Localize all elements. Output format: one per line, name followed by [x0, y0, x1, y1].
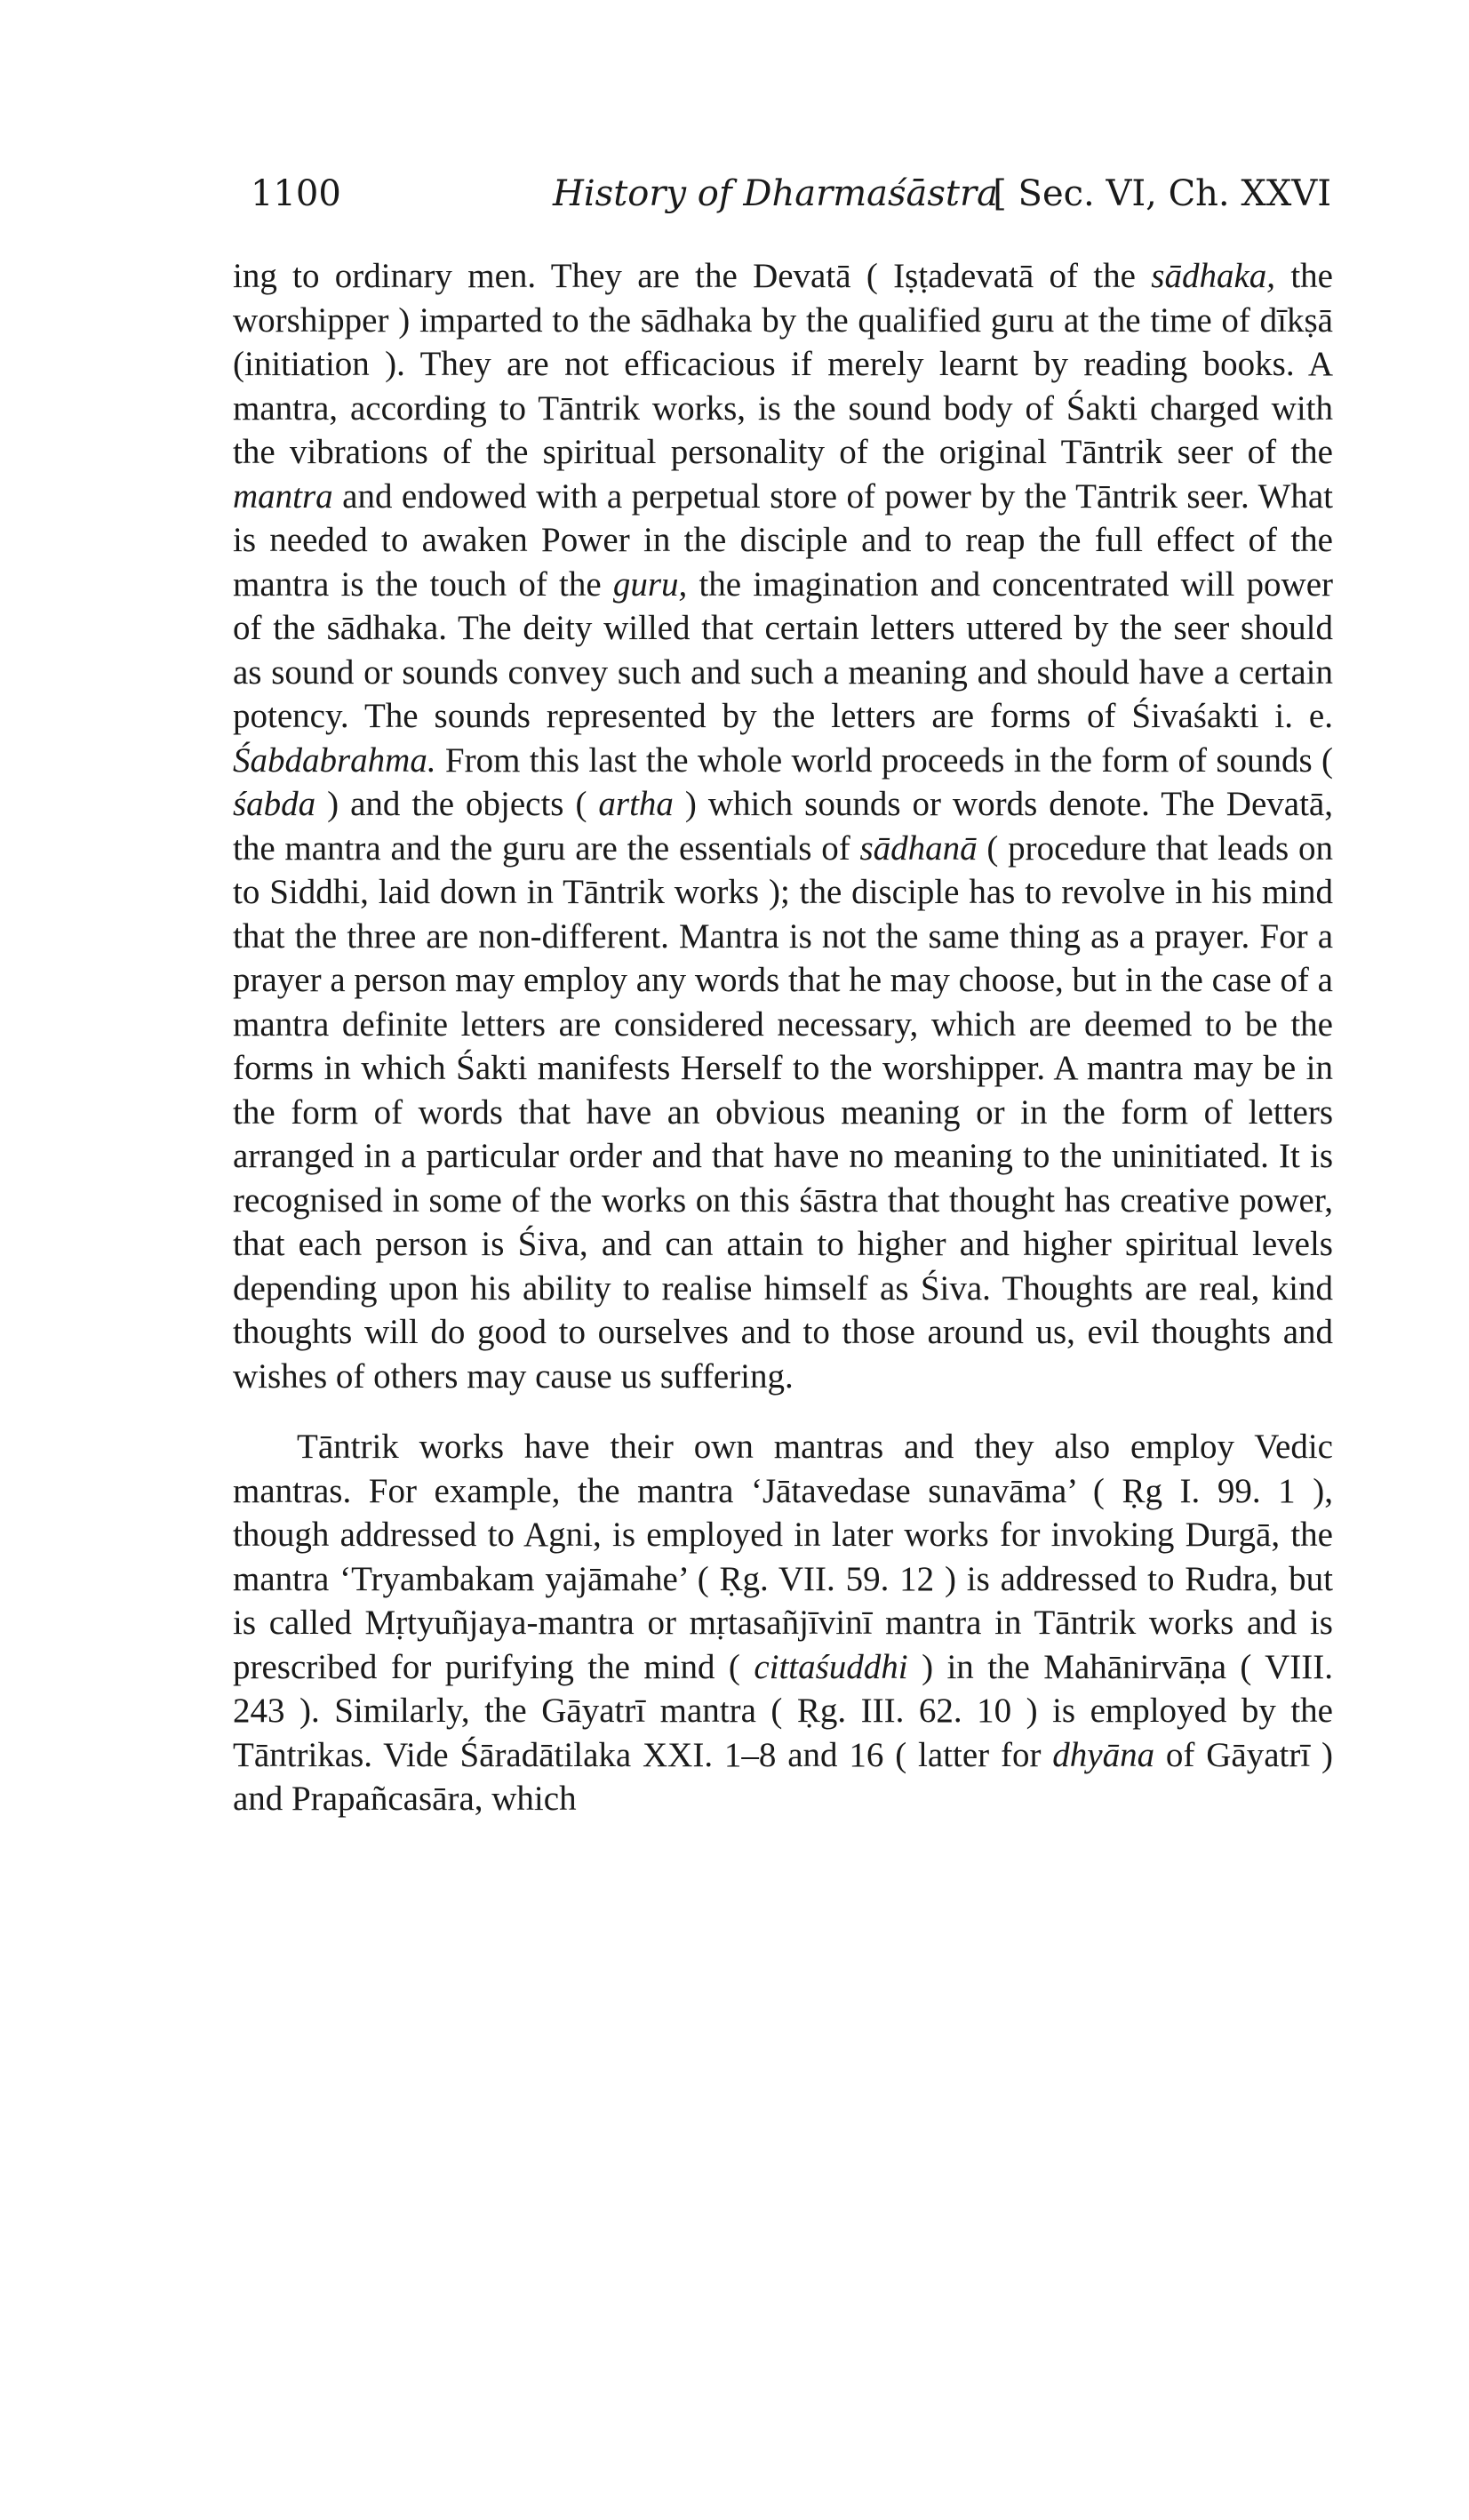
italic-term: sādhaka,: [1151, 257, 1276, 295]
page-number: 1100: [251, 173, 341, 214]
text-run: and endowed with a perpetual store of power by the Tāntrik seer. What is needed to awaken Power in the disciple and to reap the full effect of the mantra is the touch of the: [233, 476, 1333, 604]
text-run: Tāntrik works have their own mantras and they also employ Vedic mantras. For example, the mantra ‘Jātavedase sunavāma’ ( Ṛg I. 99. 1 ), though addressed to Agni, is employed in later works for invoking Durgā, the mantra ‘Tryambakam yajāmahe’ ( Ṛg. VII. 59. 12 ) is addressed to Rudra, but is called Mṛtyuñjaya-mantra or mṛtasañjīvinī mantra in Tāntrik works and is prescribed for purifying the mind (: [233, 1428, 1333, 1686]
italic-term: mantra: [233, 476, 333, 516]
paragraph-tantrik-mantras: [233, 1425, 1333, 1821]
book-title: History of Dharmaśāstra: [553, 173, 998, 214]
text-run: ) which sounds or words denote. The Devatā, the mantra and the guru are the essentials of: [233, 785, 1333, 868]
italic-term: artha: [598, 785, 674, 823]
italic-term: śabda: [233, 785, 316, 823]
text-run: the worshipper ) imparted to the sādhaka by the qualified guru at the time of dīkṣā (initiation ). They are not efficacious if merely learnt by reading books. A mantra, according to Tāntrik works, is the sound body of Śakti charged with the vibrations of the spiritual personality of the original Tāntrik seer of the: [233, 257, 1333, 471]
body-text: [233, 254, 1333, 1821]
text-run: ( procedure that leads on to Siddhi, laid down in Tāntrik works ); the disciple has to revolve in his mind that the three are non-different. Mantra is not the same thing as a prayer. For a prayer a person may employ any words that he may choose, but in the case of a mantra definite letters are considered necessary, which are deemed to be the forms in which Śakti manifests Herself to the worshipper. A mantra may be in the form of words that have an obvious meaning or in the form of letters arranged in a particular order and that have no meaning to the uninitiated. It is recognised in some of the works on this śāstra that thought has creative power, that each person is Śiva, and can attain to higher and higher spiritual levels depending upon his ability to realise himself as Śiva. Thoughts are real, kind thoughts will do good to ourselves and to those around us, evil thoughts and wishes of others may cause us suffering.: [233, 828, 1333, 1396]
text-run: the imagination and concentrated will power of the sādhaka. The deity willed that certain letters uttered by the seer should as sound or sounds convey such and such a meaning and should have a certain potency. The sounds represented by the letters are forms of Śivaśakti i. e.: [233, 564, 1333, 735]
italic-term: Śabdabrahma.: [233, 740, 436, 780]
italic-term: cittaśuddhi: [754, 1647, 908, 1686]
italic-term: dhyāna: [1052, 1735, 1155, 1774]
running-head: [251, 167, 1331, 220]
italic-term: sādhanā: [859, 828, 978, 868]
italic-term: guru,: [612, 564, 688, 604]
text-run: ) and the objects (: [315, 785, 599, 823]
text-run: of Gāyatrī ) and Prapañcasāra, which: [233, 1735, 1333, 1818]
text-run: ) in the Mahānirvāṇa ( VIII. 243 ). Similarly, the Gāyatrī mantra ( Ṛg. III. 62. 10 ) is employed by the Tāntrikas. Vide Śāradātilaka XXI. 1–8 and 16 ( latter for: [233, 1647, 1333, 1774]
paragraph-continued: [233, 254, 1333, 1398]
section-chapter-label: [ Sec. VI, Ch. XXVI: [993, 173, 1331, 214]
text-run: ing to ordinary men. They are the Devatā ( Iṣṭadevatā of the: [233, 257, 1152, 295]
text-run: From this last the whole world proceeds in the form of sounds (: [435, 740, 1333, 780]
